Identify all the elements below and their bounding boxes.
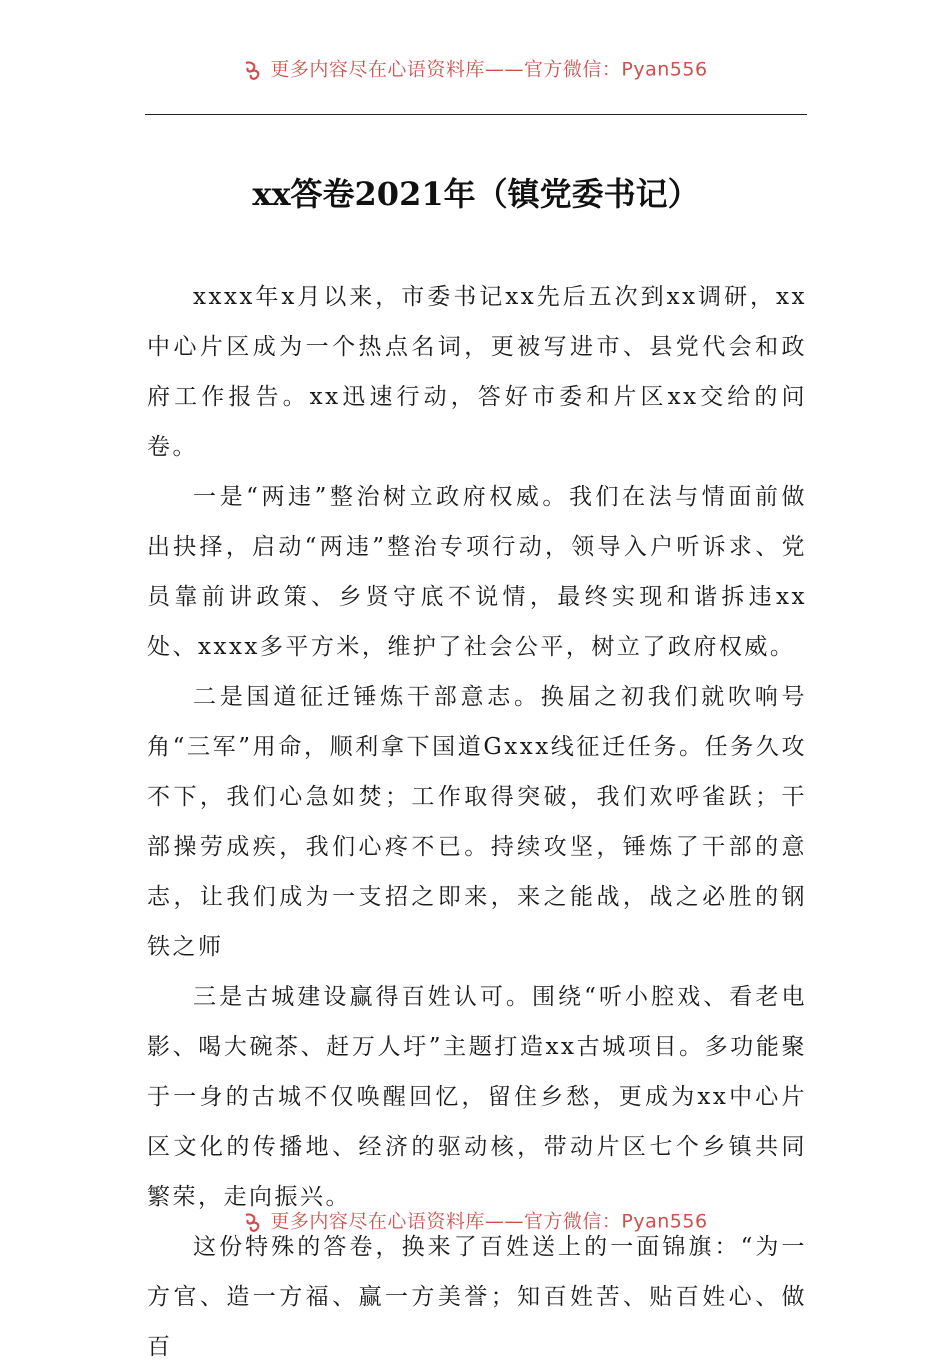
watermark-text: 更多内容尽在心语资料库——官方微信：Pyan556 (270, 1210, 708, 1233)
watermark-text: 更多内容尽在心语资料库——官方微信：Pyan556 (270, 58, 708, 81)
paragraph-closing: 这份特殊的答卷，换来了百姓送上的一面锦旗：“为一方官、造一方福、赢一方美誉；知百姓苦、贴百姓心、做百 (147, 1234, 807, 1360)
footer-watermark (0, 1208, 950, 1234)
brand-logo-icon (242, 1211, 264, 1233)
document-title: xx答卷2021年（镇党委书记） (252, 175, 700, 213)
header-watermark (0, 56, 950, 82)
brand-logo-icon (242, 59, 264, 81)
paragraph-point-one: 一是“两违”整治树立政府权威。我们在法与情面前做出抉择，启动“两违”整治专项行动，领导入户听诉求、党员靠前讲政策、乡贤守底不说情，最终实现和谐拆违xx处、xxxx多平方米，维护了社会公平，树立了政府权威。 (147, 484, 807, 660)
paragraph-point-three: 三是古城建设赢得百姓认可。围绕“听小腔戏、看老电影、喝大碗茶、赶万人圩”主题打造xx古城项目。多功能聚于一身的古城不仅唤醒回忆，留住乡愁，更成为xx中心片区文化的传播地、经济的驱动核，带动片区七个乡镇共同繁荣，走向振兴。 (147, 984, 807, 1210)
header-divider (145, 114, 807, 115)
paragraph-point-two: 二是国道征迁锤炼干部意志。换届之初我们就吹响号角“三军”用命，顺利拿下国道Gxxx线征迁任务。任务久攻不下，我们心急如焚；工作取得突破，我们欢呼雀跃；干部操劳成疾，我们心疼不已。持续攻坚，锤炼了干部的意志，让我们成为一支招之即来，来之能战，战之必胜的钢铁之师 (147, 684, 807, 960)
paragraph-intro: xxxx年x月以来，市委书记xx先后五次到xx调研，xx中心片区成为一个热点名词，更被写进市、县党代会和政府工作报告。xx迅速行动，答好市委和片区xx交给的问卷。 (147, 284, 807, 460)
